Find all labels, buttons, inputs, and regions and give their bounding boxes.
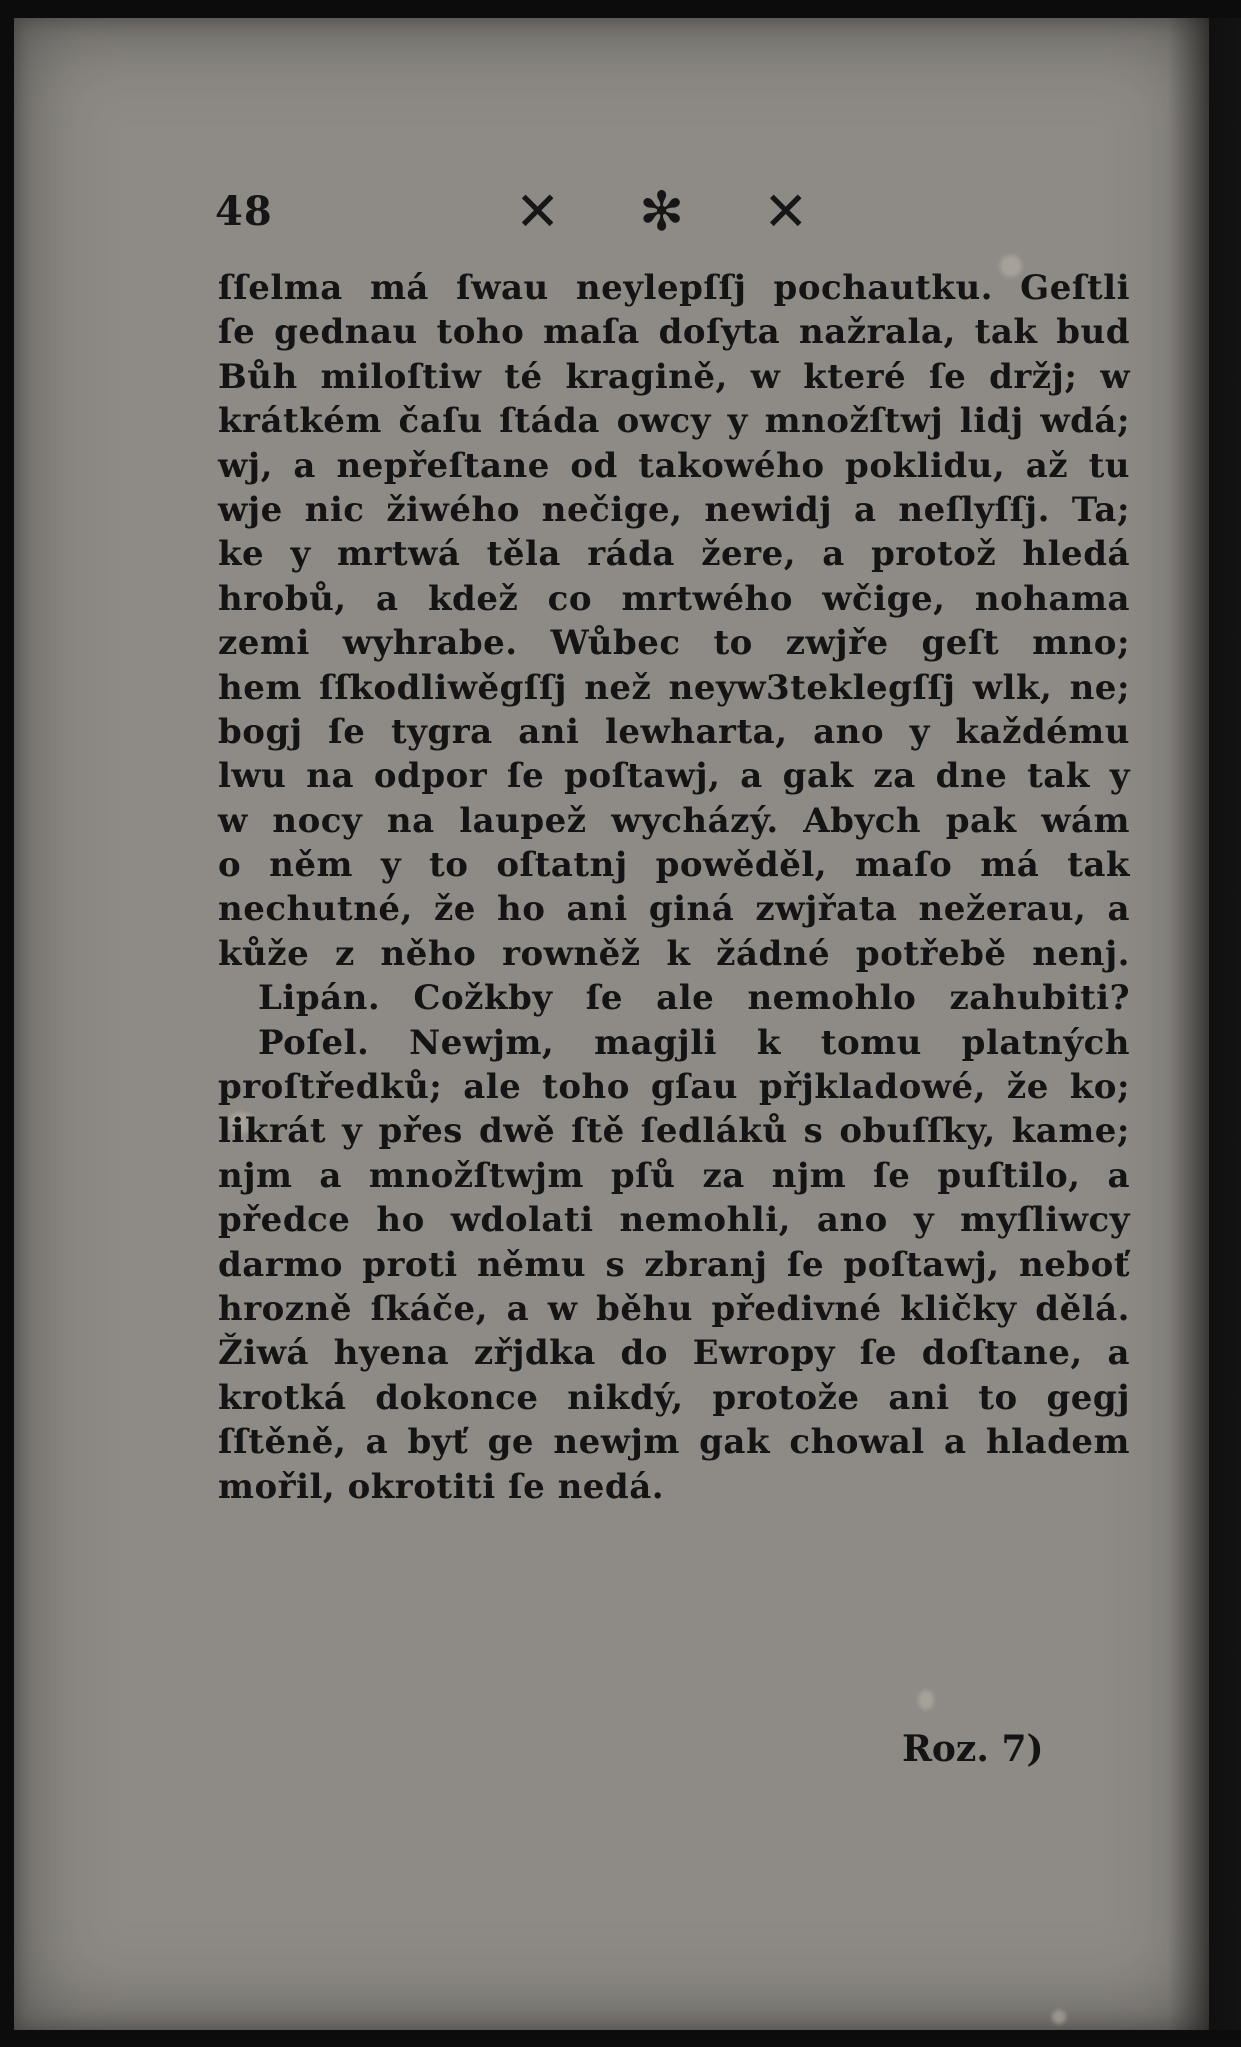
text-line: wj, a nepřeſtane od takowého poklidu, až tu <box>218 445 1130 486</box>
text-line: krátkém čaſu ſtáda owcy y množſtwj lidj wdá; <box>218 401 1130 442</box>
paper-stain <box>1052 2010 1066 2024</box>
text-line: proſtředků; ale toho gſau přjkladowé, že ko; <box>218 1067 1130 1108</box>
text-line: Poſel. Newjm, magjli k tomu platných <box>258 1022 1130 1063</box>
text-line: krotká dokonce nikdý, protože ani to gegj <box>218 1377 1130 1418</box>
text-line: ſſtěně, a byť ge newjm gak chowal a hladem <box>218 1422 1130 1463</box>
text-line: wje nic žiwého nečige, newidj a neſlyſſj. Ta; <box>218 489 1130 530</box>
text-line: darmo proti němu s zbranj ſe poſtawj, neboť <box>218 1244 1130 1285</box>
text-line: hem ſſkodliwěgſſj než neyw3teklegſſj wlk, ne; <box>218 667 1130 708</box>
text-line: kůže z něho rowněž k žádné potřebě nenj. <box>218 933 1130 974</box>
text-line: o něm y to oſtatnj powěděl, maſo má tak <box>218 845 1130 886</box>
text-line: njm a množſtwjm pſů za njm ſe puſtilo, a <box>218 1155 1130 1196</box>
body-text <box>218 266 1130 1509</box>
text-line: mořil, okrotiti ſe nedá. <box>218 1466 665 1507</box>
text-line: likrát y přes dwě ſtě ſedláků s obuſſky, kame; <box>218 1111 1130 1152</box>
ornament-icon: ✕ ✻ ✕ <box>515 180 839 243</box>
text-line: Lipán. Cožkby ſe ale nemohlo zahubiti? <box>258 978 1130 1019</box>
gutter-shadow <box>1168 18 1241 2030</box>
text-line: lwu na odpor ſe poſtawj, a gak za dne tak y <box>218 756 1130 797</box>
text-line: Bůh miloſtiw té kragině, w které ſe držj; w <box>218 356 1130 397</box>
text-line: zemi wyhrabe. Wůbec to zwjře geſt mno; <box>218 623 1130 664</box>
page-header <box>215 180 1035 248</box>
text-line: w nocy na laupež wycházý. Abych pak wám <box>218 800 1130 841</box>
text-line: předce ho wdolati nemohli, ano y myſliwcy <box>218 1200 1130 1241</box>
text-line: nechutné, že ho ani giná zwjřata nežerau, a <box>218 889 1130 930</box>
text-line: ſe gednau toho maſa doſyta nažrala, tak bud <box>218 312 1130 353</box>
text-line: bogj ſe tygra ani lewharta, ano y každému <box>218 711 1130 752</box>
text-line: Žiwá hyena zřjdka do Ewropy ſe doſtane, a <box>218 1333 1130 1374</box>
text-line: hrobů, a kdež co mrtwého wčige, nohama <box>218 578 1130 619</box>
catchword: Roz. 7) <box>902 1728 1044 1770</box>
text-line: ſſelma má ſwau neylepſſj pochautku. Geſtli <box>218 268 1130 308</box>
page-number: 48 <box>215 188 273 235</box>
paper-stain <box>918 1690 934 1710</box>
text-line: ke y mrtwá těla ráda žere, a protož hledá <box>218 534 1130 575</box>
text-line: hrozně ſkáče, a w běhu předivné kličky dělá. <box>218 1288 1130 1329</box>
